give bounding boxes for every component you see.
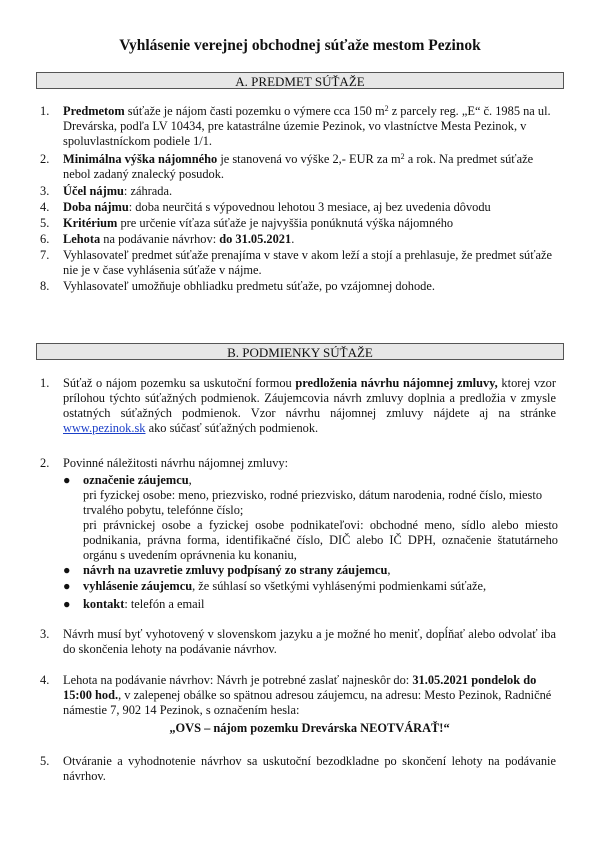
item-number: 1. bbox=[40, 376, 50, 390]
bullet-subtext: pri právnickej osobe a fyzickej osobe podnikateľovi: obchodné meno, sídlo alebo miesto podnikania, právna forma, identifikačné číslo, DIČ alebo IČ DPH, označenie štatutárneho orgánu s uvedením oprávnenia ku konaniu, bbox=[83, 518, 558, 562]
item-text: Doba nájmu: doba neurčitá s výpovednou lehotou 3 mesiace, aj bez uvedenia dôvodu bbox=[63, 200, 491, 214]
item-number: 7. bbox=[40, 248, 50, 262]
item-text: Otváranie a vyhodnotenie návrhov sa uskutoční bezodkladne po skončení lehoty na podávanie návrhov. bbox=[63, 754, 556, 783]
item-number: 1. bbox=[40, 104, 50, 118]
item-number: 5. bbox=[40, 216, 50, 230]
item-text: Návrh musí byť vyhotovený v slovenskom jazyku a je možné ho meniť, dopĺňať alebo odvolať iba do skončenia lehoty na podávanie návrhov. bbox=[63, 627, 556, 656]
item-intro: Povinné náležitosti návrhu nájomnej zmluvy: bbox=[63, 456, 289, 470]
item-text: Vyhlasovateľ predmet súťaže prenajíma v stave v akom leží a stojí a prehlasuje, že predmet súťaže nie je v čase vyhlásenia súťaže v nájme. bbox=[63, 248, 553, 277]
bullet-icon: ● bbox=[63, 597, 71, 611]
item-number: 4. bbox=[40, 673, 50, 687]
website-link[interactable]: www.pezinok.sk bbox=[63, 421, 146, 435]
section-b-heading: B. PODMIENKY SÚŤAŽE bbox=[36, 343, 564, 360]
bullet-icon: ● bbox=[63, 579, 71, 593]
item-text: Minimálna výška nájomného je stanovená vo výške 2,- EUR za $m^2$ a rok. Na predmet súťaže nebol zadaný znalecký posudok. bbox=[63, 152, 534, 181]
item-text: Lehota na podávanie návrhov: do 31.05.2021. bbox=[63, 232, 295, 246]
item-text: Účel nájmu: záhrada. bbox=[63, 184, 173, 198]
item-number: 6. bbox=[40, 232, 50, 246]
item-number: 2. bbox=[40, 152, 50, 166]
item-text: Súťaž o nájom pozemku sa uskutoční formou predloženia návrhu nájomnej zmluvy, ktorej vzor prílohou týchto súťažných podmienok. Záujemcovia návrh zmluvy doplnia a predložia v zmysle ostatných súťažných podmienok. Vzor návrhu nájomnej zmluvy nájdete aj na stránke www.pezinok.sk ako súčasť súťažných podmienok. bbox=[63, 376, 556, 435]
motto-text: „OVS – nájom pozemku Drevárska NEOTVÁRAŤ!“ bbox=[169, 721, 450, 735]
item-number: 8. bbox=[40, 279, 50, 293]
item-text: Kritérium pre určenie víťaza súťaže je najvyššia ponúknutá výška nájomného bbox=[63, 216, 454, 230]
bullet-text: kontakt: telefón a email bbox=[83, 597, 205, 611]
bullet-text: vyhlásenie záujemcu, že súhlasí so všetkými vyhlásenými podmienkami súťaže, bbox=[83, 579, 487, 593]
item-number: 5. bbox=[40, 754, 50, 768]
item-number: 3. bbox=[40, 184, 50, 198]
bullet-text: označenie záujemcu, bbox=[83, 473, 192, 487]
item-number: 2. bbox=[40, 456, 50, 470]
bullet-text: návrh na uzavretie zmluvy podpísaný zo strany záujemcu, bbox=[83, 563, 391, 577]
bullet-subtext: pri fyzickej osobe: meno, priezvisko, rodné priezvisko, dátum narodenia, rodné číslo, miesto trvalého pobytu, telefónne číslo; bbox=[83, 488, 543, 517]
bullet-icon: ● bbox=[63, 563, 71, 577]
item-text: Vyhlasovateľ umožňuje obhliadku predmetu súťaže, po vzájomnej dohode. bbox=[63, 279, 435, 293]
section-a-heading: A. PREDMET SÚŤAŽE bbox=[36, 72, 564, 89]
item-number: 4. bbox=[40, 200, 50, 214]
bullet-icon: ● bbox=[63, 473, 71, 487]
item-text: Lehota na podávanie návrhov: Návrh je potrebné zaslať najneskôr do: 31.05.2021 pondelok do 15:00 hod., v zalepenej obálke so spätnou adresou záujemcu, na adresu: Mesto Pezinok, Radničné námestie 7, 902 14 Pezinok, s označením hesla: bbox=[63, 673, 552, 717]
item-text: Predmetom súťaže je nájom časti pozemku o výmere cca 150 $m^2$ z parcely reg. „E“ č. 1985 na ul. Drevárska, podľa LV 10434, pre katastrálne územie Pezinok, vo vlastníctve Mesta Pezinok, v spoluvlastníckom podiele 1/1. bbox=[63, 104, 551, 148]
item-number: 3. bbox=[40, 627, 50, 641]
document-title: Vyhlásenie verejnej obchodnej súťaže mestom Pezinok bbox=[119, 37, 481, 54]
